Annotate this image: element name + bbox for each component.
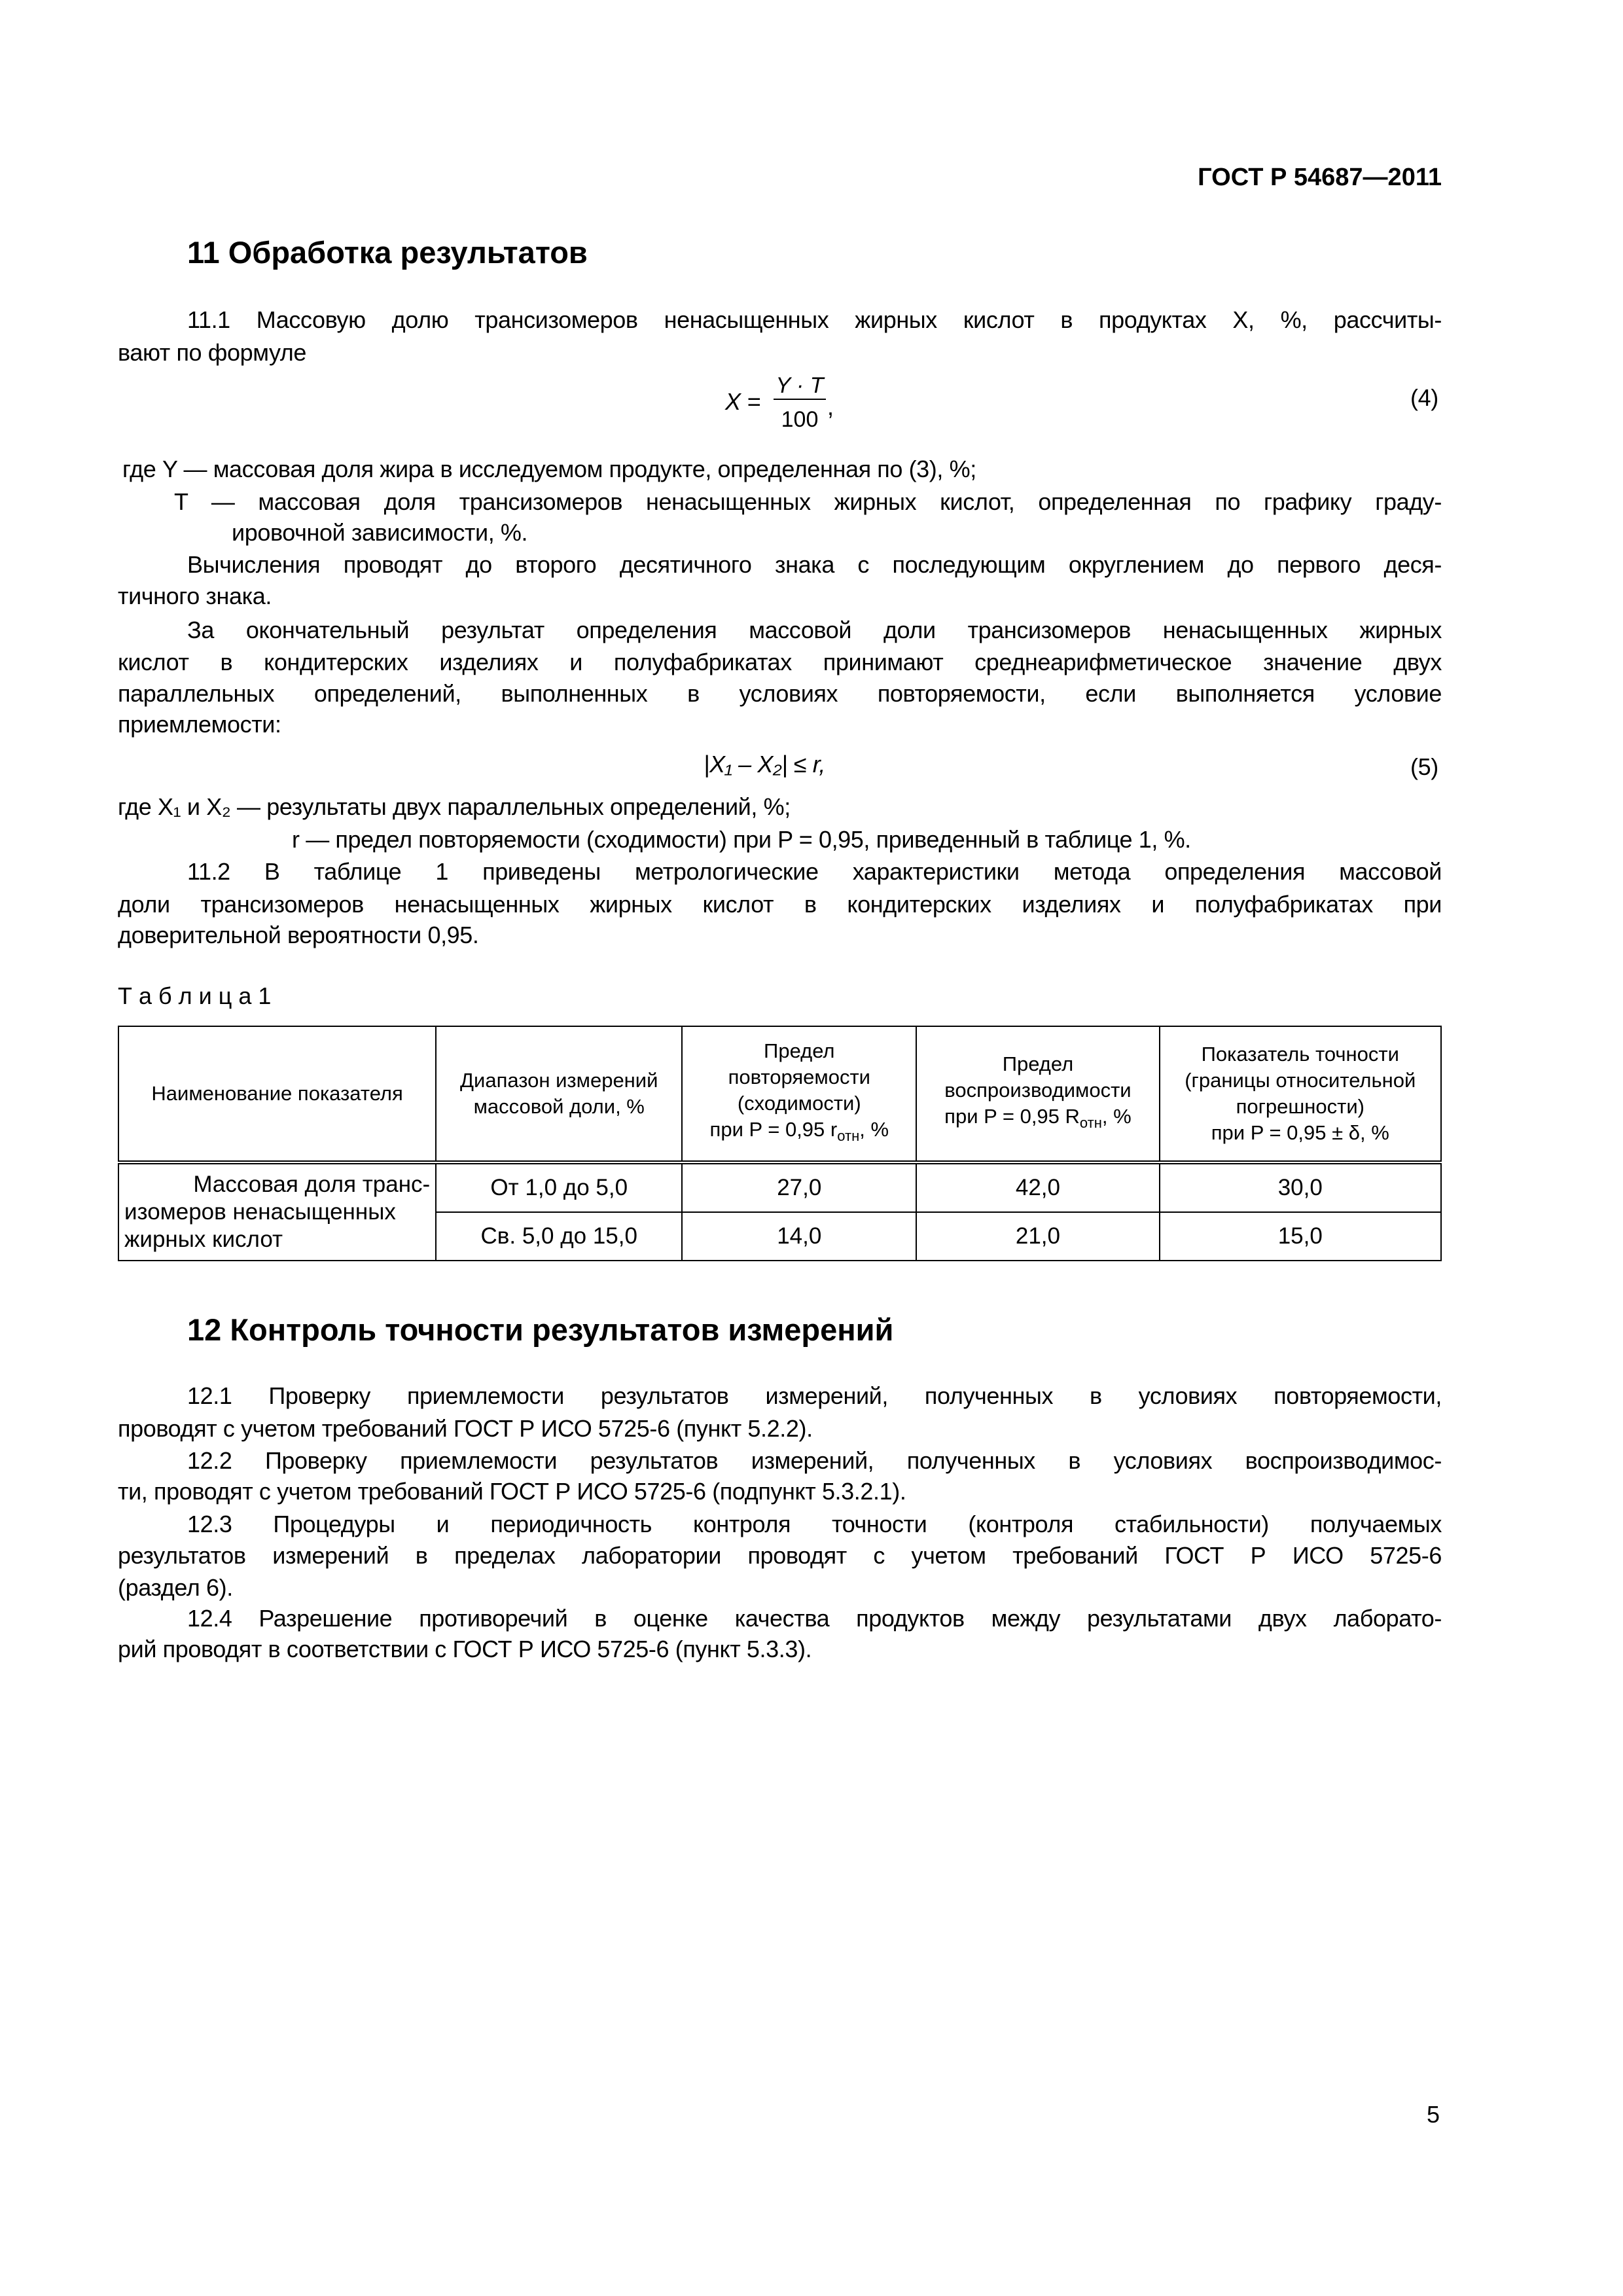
formula-4-numerator: Y · T — [774, 373, 826, 400]
header-fragment: при P = 0,95 r — [709, 1117, 838, 1141]
header-line: погрешности) — [1236, 1095, 1364, 1118]
text-line: ировочной зависимости, %. — [232, 519, 528, 546]
table-cell: 21,0 — [916, 1212, 1159, 1261]
text-line: T — массовая доля трансизомеров ненасыщенных жирных кислот, определенная по графику граду- — [174, 488, 1442, 515]
text-line: доверительной вероятности 0,95. — [118, 922, 479, 948]
text-line: r — предел повторяемости (сходимости) при P = 0,95, приведенный в таблице 1, %. — [292, 826, 1191, 853]
table-header-cell — [118, 1026, 436, 1162]
table-cell: 30,0 — [1160, 1162, 1441, 1212]
table-cell: Св. 5,0 до 15,0 — [436, 1212, 682, 1261]
row-label-cell — [118, 1162, 436, 1261]
text-line: результатов измерений в пределах лаборатории проводят с учетом требований ГОСТ Р ИСО 5725-6 — [118, 1542, 1442, 1569]
header-line: (сходимости) — [737, 1091, 861, 1115]
text-line: вают по формуле — [118, 339, 307, 366]
text-line: 11.1 Массовую долю трансизомеров ненасыщенных жирных кислот в продуктах X, %, рассчиты- — [187, 306, 1442, 333]
text-line: ти, проводят с учетом требований ГОСТ Р ИСО 5725-6 (подпункт 5.3.2.1). — [118, 1478, 906, 1505]
text-line: 11.2 В таблице 1 приведены метрологические характеристики метода определения массовой — [187, 858, 1442, 885]
header-line: Предел — [1002, 1052, 1074, 1075]
header-line: (границы относительной — [1185, 1069, 1416, 1092]
header-line: Предел — [764, 1039, 835, 1062]
header-fragment: , % — [859, 1117, 889, 1141]
header-line: при P = 0,95 ± δ, % — [1211, 1121, 1389, 1144]
section-12-title: 12 Контроль точности результатов измерений — [187, 1312, 894, 1347]
table-header-cell — [1160, 1026, 1441, 1162]
header-fragment: отн — [1079, 1115, 1102, 1132]
text-line: 12.3 Процедуры и периодичность контроля точности (контроля стабильности) получаемых — [187, 1511, 1442, 1537]
header-line — [688, 1117, 910, 1149]
header-line: повторяемости — [728, 1065, 870, 1088]
text-line: приемлемости: — [118, 711, 281, 738]
text-line: 12.4 Разрешение противоречий в оценке качества продуктов между результатами двух лаборато- — [187, 1605, 1442, 1632]
section-11-title: 11 Обработка результатов — [187, 235, 588, 270]
formula-5-number: (5) — [1410, 753, 1438, 780]
header-line: массовой доли, % — [473, 1095, 645, 1118]
row-label-line: Массовая доля транс- — [193, 1172, 431, 1197]
text-line: Вычисления проводят до второго десятичного знака с последующим округлением до первого деся- — [187, 551, 1442, 578]
table-header-cell — [916, 1026, 1159, 1162]
table-header-cell — [682, 1026, 916, 1162]
formula-4-lhs: X = — [725, 388, 760, 415]
text-line: где Y — массовая доля жира в исследуемом продукте, определенная по (3), %; — [122, 456, 976, 482]
row-label-line: жирных кислот — [124, 1227, 283, 1252]
table-row — [118, 1162, 1441, 1212]
header-line — [922, 1103, 1153, 1136]
table-header-row — [118, 1026, 1441, 1162]
table-caption: Т а б л и ц а 1 — [118, 982, 272, 1009]
table-cell: 27,0 — [682, 1162, 916, 1212]
header-line: Наименование показателя — [151, 1082, 403, 1105]
formula-4-number: (4) — [1410, 384, 1438, 411]
page-number: 5 — [1427, 2101, 1440, 2128]
text-line: рий проводят в соответствии с ГОСТ Р ИСО 5725-6 (пункт 5.3.3). — [118, 1636, 812, 1662]
table-header-cell — [436, 1026, 682, 1162]
document-id: ГОСТ Р 54687—2011 — [1198, 164, 1442, 191]
text-line: 12.1 Проверку приемлемости результатов измерений, полученных в условиях повторяемости, — [187, 1382, 1442, 1409]
header-fragment: при P = 0,95 R — [944, 1104, 1080, 1128]
text-line: За окончательный результат определения массовой доли трансизомеров ненасыщенных жирных — [187, 617, 1442, 643]
table-1 — [118, 1026, 1442, 1261]
header-line: Диапазон измерений — [460, 1069, 658, 1092]
header-fragment: , % — [1101, 1104, 1132, 1128]
table-cell: От 1,0 до 5,0 — [436, 1162, 682, 1212]
formula-4-denominator: 100 — [781, 407, 819, 432]
text-line: где X₁ и X₂ — результаты двух параллельных определений, %; — [118, 793, 791, 820]
header-fragment: отн — [837, 1128, 860, 1145]
text-line: кислот в кондитерских изделиях и полуфабрикатах принимают среднеарифметическое значение двух — [118, 649, 1442, 675]
header-line: Показатель точности — [1201, 1043, 1399, 1066]
text-line: проводят с учетом требований ГОСТ Р ИСО 5725-6 (пункт 5.2.2). — [118, 1415, 813, 1442]
table-cell: 42,0 — [916, 1162, 1159, 1212]
text-line: (раздел 6). — [118, 1574, 233, 1601]
table-cell: 14,0 — [682, 1212, 916, 1261]
formula-5-expression: |X₁ – X₂| ≤ r, — [704, 751, 826, 778]
text-line: 12.2 Проверку приемлемости результатов измерений, полученных в условиях воспроизводимос- — [187, 1447, 1442, 1474]
table-cell: 15,0 — [1160, 1212, 1441, 1261]
formula-4-comma: , — [827, 393, 834, 420]
header-line: воспроизводимости — [944, 1078, 1132, 1102]
text-line: параллельных определений, выполненных в условиях повторяемости, если выполняется условие — [118, 680, 1442, 707]
row-label-line: изомеров ненасыщенных — [124, 1199, 396, 1225]
text-line: тичного знака. — [118, 583, 272, 609]
text-line: доли трансизомеров ненасыщенных жирных кислот в кондитерских изделиях и полуфабрикатах при — [118, 891, 1442, 918]
